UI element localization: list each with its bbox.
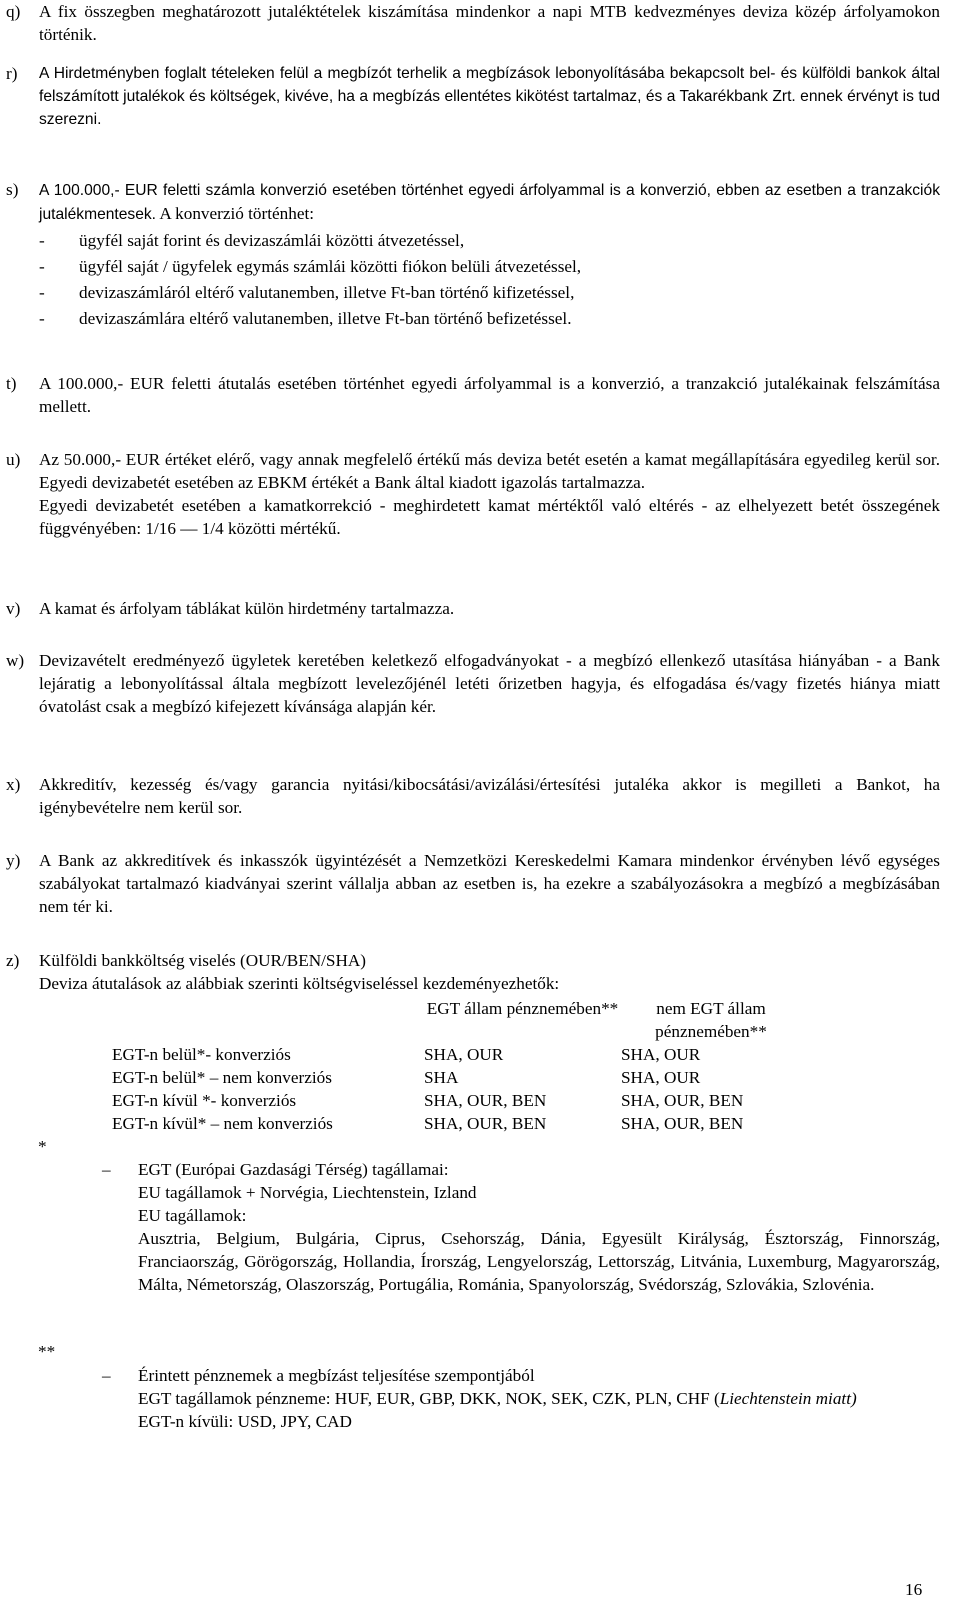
footnote-line: EU tagállamok:	[138, 1206, 247, 1225]
table-row	[112, 1066, 801, 1089]
list-text: devizaszámláról eltérő valutanemben, illetve Ft-ban történő kifizetéssel,	[79, 283, 575, 302]
table-cell: EGT-n belül* – nem konverziós	[112, 1068, 332, 1087]
dash-marker: -	[39, 231, 45, 250]
item-text: A Hirdetményben foglalt tételeken felül a megbízót terhelik a megbízások lebonyolításába bekapcsolt bel- és külföldi bankok által felszámított jutalékok és költségek, kivéve, ha a megbízás ellentétes kikötést tartalmaz, és a Takarékbank Zrt. ennek érvényt is tud szerezni.	[39, 65, 940, 128]
footnote-line: EGT-n kívüli: USD, JPY, CAD	[138, 1412, 352, 1431]
footnote-currency-line	[138, 1387, 940, 1410]
paragraph-y	[6, 849, 940, 918]
item-label: y)	[6, 851, 21, 870]
footnote-currency-main: EGT tagállamok pénzneme: HUF, EUR, GBP, DKK, NOK, SEK, CZK, PLN, CHF (	[138, 1389, 720, 1408]
item-label: q)	[6, 2, 21, 21]
footnote-countries: Ausztria, Belgium, Bulgária, Ciprus, Csehország, Dánia, Egyesült Királyság, Észtország, Finnország, Franciaország, Görögország, Hollandia, Írország, Lengyelország, Lettország, Litvánia, Luxemburg, Magyarország, Málta, Németország, Olaszország, Portugália, Románia, Spanyolország, Svédország, Szlovákia, Szlovénia.	[138, 1229, 940, 1294]
cost-bearing-table	[112, 997, 801, 1135]
table-cell: SHA	[424, 1068, 459, 1087]
footnote-dash: –	[102, 1366, 111, 1385]
item-text: A 100.000,- EUR feletti számla konverzió esetében történhet egyedi árfolyammal is a konverzió, ebben az esetben a tranzakciók jutalékmentesek.	[39, 182, 940, 223]
table-header-row	[112, 997, 801, 1043]
item-lead: A konverzió történhet:	[159, 204, 315, 223]
table-cell: SHA, OUR	[621, 1068, 701, 1087]
table-cell: SHA, OUR, BEN	[424, 1114, 547, 1133]
table-cell: EGT-n kívül *- konverziós	[112, 1091, 297, 1110]
paragraph-q	[6, 0, 940, 46]
table-cell: SHA, OUR, BEN	[621, 1091, 744, 1110]
table-cell: SHA, OUR	[424, 1045, 504, 1064]
list-text: ügyfél saját / ügyfelek egymás számlái közötti fiókon belüli átvezetéssel,	[79, 257, 582, 276]
footnote-marker: **	[38, 1342, 56, 1361]
footnote-line: Érintett pénznemek a megbízást teljesítése szempontjából	[138, 1366, 535, 1385]
paragraph-s	[6, 178, 940, 330]
dash-marker: -	[39, 283, 45, 302]
item-label: t)	[6, 374, 17, 393]
table-row	[112, 1089, 801, 1112]
footnote-star-body	[6, 1158, 940, 1296]
list-text: ügyfél saját forint és devizaszámlái közötti átvezetéssel,	[79, 231, 465, 250]
table-row	[112, 1043, 801, 1066]
dash-marker: -	[39, 309, 45, 328]
page-number: 16	[905, 1580, 923, 1599]
item-label: z)	[6, 951, 20, 970]
item-text-2: Deviza átutalások az alábbiak szerinti költségviseléssel kezdeményezhetők:	[39, 974, 560, 993]
table-cell: SHA, OUR	[621, 1045, 701, 1064]
paragraph-r	[6, 62, 940, 131]
dash-marker: -	[39, 257, 45, 276]
item-text: Külföldi bankköltség viselés (OUR/BEN/SHA)	[39, 951, 367, 970]
table-row	[112, 1112, 801, 1135]
item-label: u)	[6, 450, 21, 469]
item-text: A kamat és árfolyam táblákat külön hirdetmény tartalmazza.	[39, 599, 455, 618]
footnote-dash: –	[102, 1160, 111, 1179]
item-text: Akkreditív, kezesség és/vagy garancia nyitási/kibocsátási/avizálási/értesítési jutaléka akkor is megilleti a Bankot, ha igénybevételre nem kerül sor.	[39, 775, 940, 817]
table-header-cell	[112, 997, 424, 1043]
item-text: A Bank az akkreditívek és inkasszók ügyintézését a Nemzetközi Kereskedelmi Kamara mindenkor érvényben lévő egységes szabályokat tartalmazó kiadványai szerint vállalja abban az esetben is, ha ezekre a szabályozásokra a megbízó a megbízásában nem tér ki.	[39, 851, 940, 916]
item-text: A fix összegben meghatározott jutaléktételek kiszámítása mindenkor a napi MTB kedvezményes deviza közép árfolyamokon történik.	[39, 2, 940, 44]
item-text: Devizavételt eredményező ügyletek keretében keletkező elfogadványokat - a megbízó ellenkező utasítása hiányában - a Bank lejáratig a lebonyolítással általa megbízott levelezőjénél letéti őrizetben hagyja, és elfogadása és/vagy fizetés hiánya miatt óvatolást csak a megbízó kifejezett kívánsága alapján kér.	[39, 651, 940, 716]
table-cell: EGT-n belül*- konverziós	[112, 1045, 291, 1064]
list-item	[39, 307, 940, 330]
item-label: w)	[6, 651, 25, 670]
table-header-cell: nem EGT állam pénznemében**	[655, 999, 767, 1041]
paragraph-u	[6, 448, 940, 540]
paragraph-v	[6, 597, 940, 620]
item-text: Az 50.000,- EUR értéket elérő, vagy annak megfelelő értékű más deviza betét esetén a kamat megállapítására egyedileg kerül sor. Egyedi devizabetét esetében az EBKM értékét a Bank által kiadott igazolás tartalmazza.	[39, 450, 940, 492]
footnote-currency-italic: Liechtenstein miatt)	[719, 1389, 857, 1408]
paragraph-w	[6, 649, 940, 718]
table-cell: SHA, OUR, BEN	[424, 1091, 547, 1110]
table-cell: EGT-n kívül* – nem konverziós	[112, 1114, 333, 1133]
table-header-cell: EGT állam pénznemében**	[426, 999, 619, 1018]
item-text-2: Egyedi devizabetét esetében a kamatkorrekció - meghirdetett kamat mértéktől való eltérés - az elhelyezett betét összegének függvényében: 1/16 — 1/4 közötti mértékű.	[39, 496, 940, 538]
paragraph-t	[6, 372, 940, 418]
footnote-line: EGT (Európai Gazdasági Térség) tagállamai:	[138, 1160, 449, 1179]
list-item	[39, 281, 940, 304]
item-label: x)	[6, 775, 21, 794]
item-label: s)	[6, 180, 19, 199]
item-label: v)	[6, 599, 21, 618]
list-item	[39, 229, 940, 252]
paragraph-z	[6, 949, 940, 995]
list-text: devizaszámlára eltérő valutanemben, illetve Ft-ban történő befizetéssel.	[79, 309, 572, 328]
item-text: A 100.000,- EUR feletti átutalás esetében történhet egyedi árfolyammal is a konverzió, a tranzakció jutalékainak felszámítása mellett.	[39, 374, 940, 416]
footnote-double-star-body	[6, 1364, 940, 1433]
footnote-line: EU tagállamok + Norvégia, Liechtenstein, Izland	[138, 1183, 477, 1202]
item-label: r)	[6, 64, 18, 83]
paragraph-x	[6, 773, 940, 819]
table-cell: SHA, OUR, BEN	[621, 1114, 744, 1133]
footnote-marker: *	[38, 1137, 47, 1156]
list-item	[39, 255, 940, 278]
